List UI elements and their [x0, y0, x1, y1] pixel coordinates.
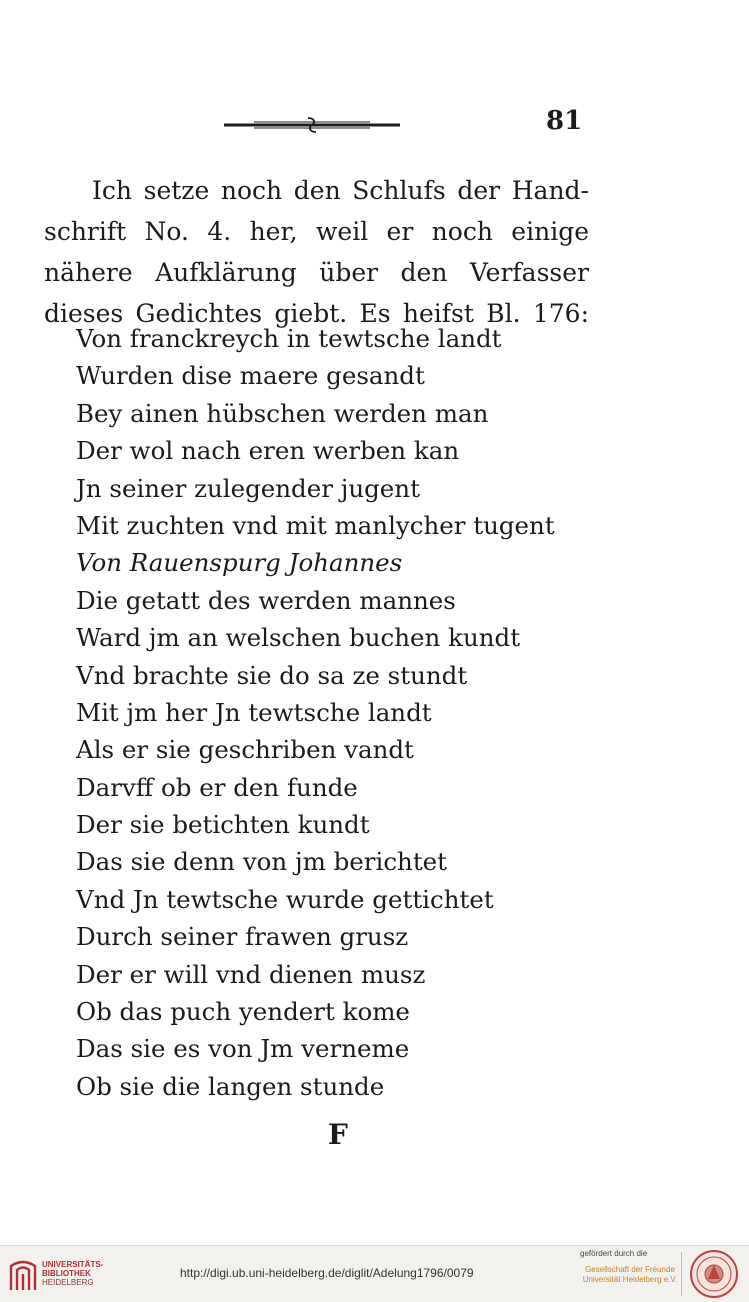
verse-line: Darvff ob er den funde: [76, 772, 358, 802]
sponsor-name-line: Gesellschaft der Freunde: [585, 1265, 675, 1274]
verse-line: Ward jm an welschen buchen kundt: [76, 623, 521, 653]
verse-line: Vnd Jn tewtsche wurde gettichtet: [76, 884, 494, 914]
signature-mark: F: [328, 1118, 348, 1151]
viewer-footer: [0, 1245, 749, 1302]
verse-block: [76, 320, 555, 1105]
library-name-line: UNIVERSITÄTS-: [42, 1260, 104, 1269]
verse-line: Mit zuchten vnd mit manlycher tugent: [76, 510, 555, 540]
ornament-rule: [224, 116, 400, 134]
prose-paragraph: [44, 170, 589, 334]
verse-line: Von franckreych in tewtsche landt: [76, 324, 502, 353]
permalink-url[interactable]: http://digi.ub.uni-heidelberg.de/diglit/Adelung1796/0079: [180, 1266, 474, 1280]
prose-line: nähere Aufklärung über den Verfasser: [44, 258, 589, 287]
verse-line: Das sie es von Jm verneme: [76, 1034, 410, 1064]
verse-line: Ob das puch yendert kome: [76, 997, 410, 1027]
sponsor-name-line: Universität Heidelberg e.V.: [582, 1275, 678, 1284]
verse-line: Die getatt des werden mannes: [76, 585, 456, 615]
verse-line: Mit jm her Jn tewtsche landt: [76, 697, 432, 727]
verse-line: Als er sie geschriben vandt: [76, 735, 414, 765]
library-logo-icon[interactable]: [8, 1256, 38, 1292]
sponsor-caption: gefördert durch die: [580, 1249, 648, 1258]
prose-line: Ich setze noch den Schlufs der Hand-: [92, 176, 589, 205]
library-name-line: BIBLIOTHEK: [42, 1269, 91, 1278]
library-name[interactable]: [42, 1260, 103, 1287]
footer-divider: [681, 1252, 682, 1296]
university-seal-icon[interactable]: [689, 1249, 739, 1299]
verse-line: Wurden dise maere gesandt: [76, 361, 425, 391]
verse-line: Der er will vnd dienen musz: [76, 959, 426, 989]
page-number: 81: [546, 106, 583, 136]
prose-line: schrift No. 4. her, weil er noch einige: [44, 217, 589, 246]
verse-line: Der wol nach eren werben kan: [76, 436, 460, 466]
verse-line: Jn seiner zulegender jugent: [76, 473, 420, 503]
verse-line: Der sie betichten kundt: [76, 810, 370, 840]
verse-line: Durch seiner frawen grusz: [76, 922, 409, 952]
verse-line-italic: Von Rauenspurg Johannes: [76, 548, 403, 578]
verse-line: Ob sie die langen stunde: [76, 1071, 385, 1101]
prose-line: dieses Gedichtes giebt. Es heifst Bl. 176:: [44, 299, 589, 328]
verse-line: Das sie denn von jm berichtet: [76, 847, 448, 877]
verse-line: Bey ainen hübschen werden man: [76, 398, 489, 428]
sponsor-name[interactable]: [575, 1265, 685, 1285]
verse-line: Vnd brachte sie do sa ze stundt: [76, 660, 468, 690]
library-name-line: HEIDELBERG: [42, 1278, 94, 1287]
